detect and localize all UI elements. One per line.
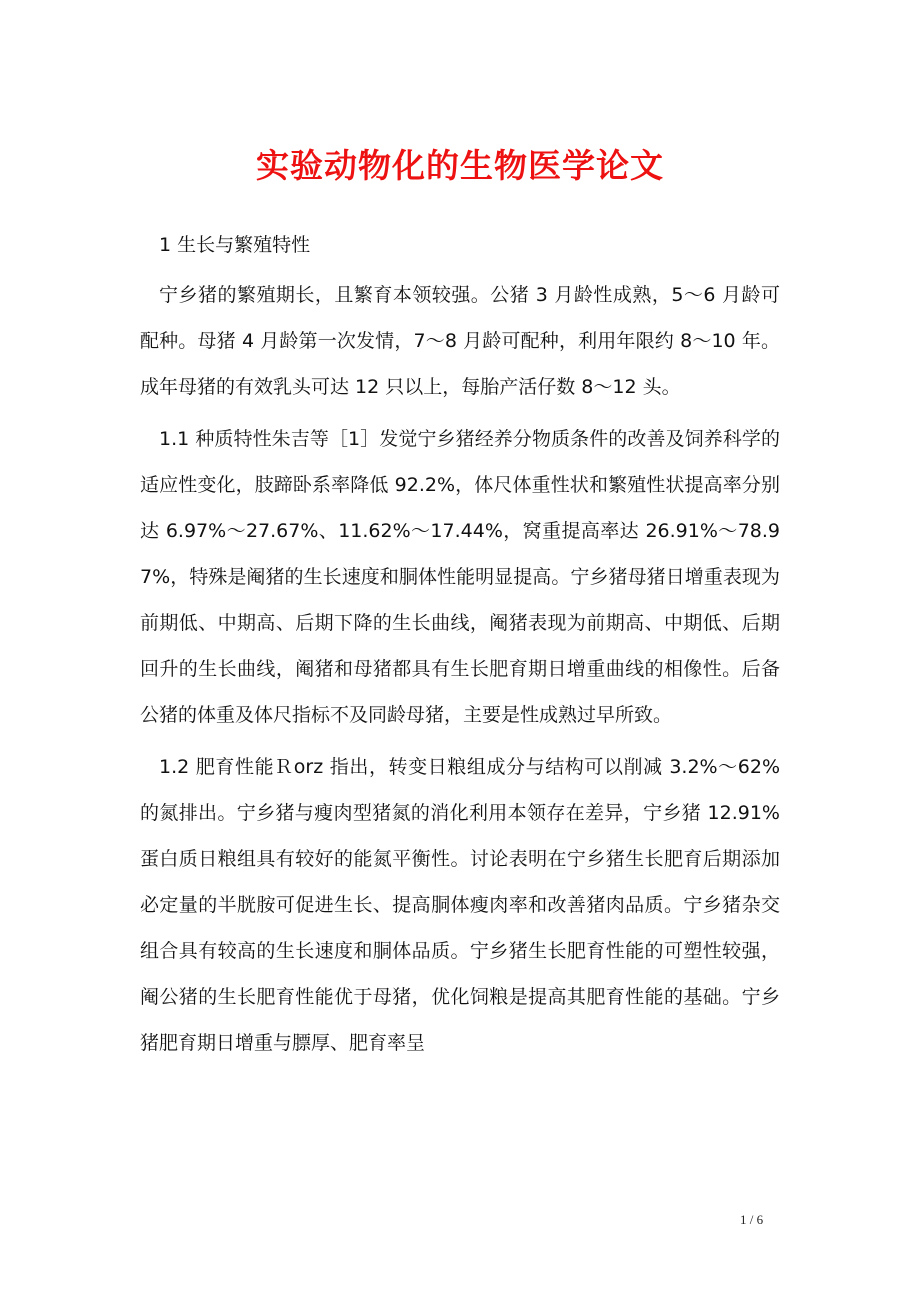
paragraph: 宁乡猪的繁殖期长，且繁育本领较强。公猪 3 月龄性成熟，5～6 月龄可配种。母猪 4 月龄第一次发情，7～8 月龄可配种，利用年限约 8～10 年。成年母猪的有效乳头可达 12 只以上，每胎产活仔数 8～12 头。: [140, 284, 780, 398]
document-body: [140, 222, 780, 1072]
section-heading: 1 生长与繁殖特性: [159, 234, 311, 256]
paragraph: 1.1 种质特性朱吉等［1］发觉宁乡猪经养分物质条件的改善及饲养科学的适应性变化，肢蹄卧系率降低 92.2%，体尺体重性状和繁殖性状提高率分别达 6.97%～27.67%、11.62%～17.44%，窝重提高率达 26.91%～78.97%，特殊是阉猪的生长速度和胴体性能明显提高。宁乡猪母猪日增重表现为前期低、中期高、后期下降的生长曲线，阉猪表现为前期高、中期低、后期回升的生长曲线，阉猪和母猪都具有生长肥育期日增重曲线的相像性。后备公猪的体重及体尺指标不及同龄母猪，主要是性成熟过早所致。: [140, 428, 780, 726]
paragraph: 1.2 肥育性能Ｒorz 指出，转变日粮组成分与结构可以削减 3.2%～62% 的氮排出。宁乡猪与瘦肉型猪氮的消化利用本领存在差异，宁乡猪 12.91%蛋白质日粮组具有较好的能氮平衡性。讨论表明在宁乡猪生长肥育后期添加必定量的半胱胺可促进生长、提高胴体瘦肉率和改善猪肉品质。宁乡猪杂交组合具有较高的生长速度和胴体品质。宁乡猪生长肥育性能的可塑性较强，阉公猪的生长肥育性能优于母猪，优化饲粮是提高其肥育性能的基础。宁乡猪肥育期日增重与膘厚、肥育率呈: [140, 756, 780, 1054]
document-title: 实验动物化的生物医学论文: [256, 146, 664, 185]
page-number: 1 / 6: [740, 1212, 764, 1227]
